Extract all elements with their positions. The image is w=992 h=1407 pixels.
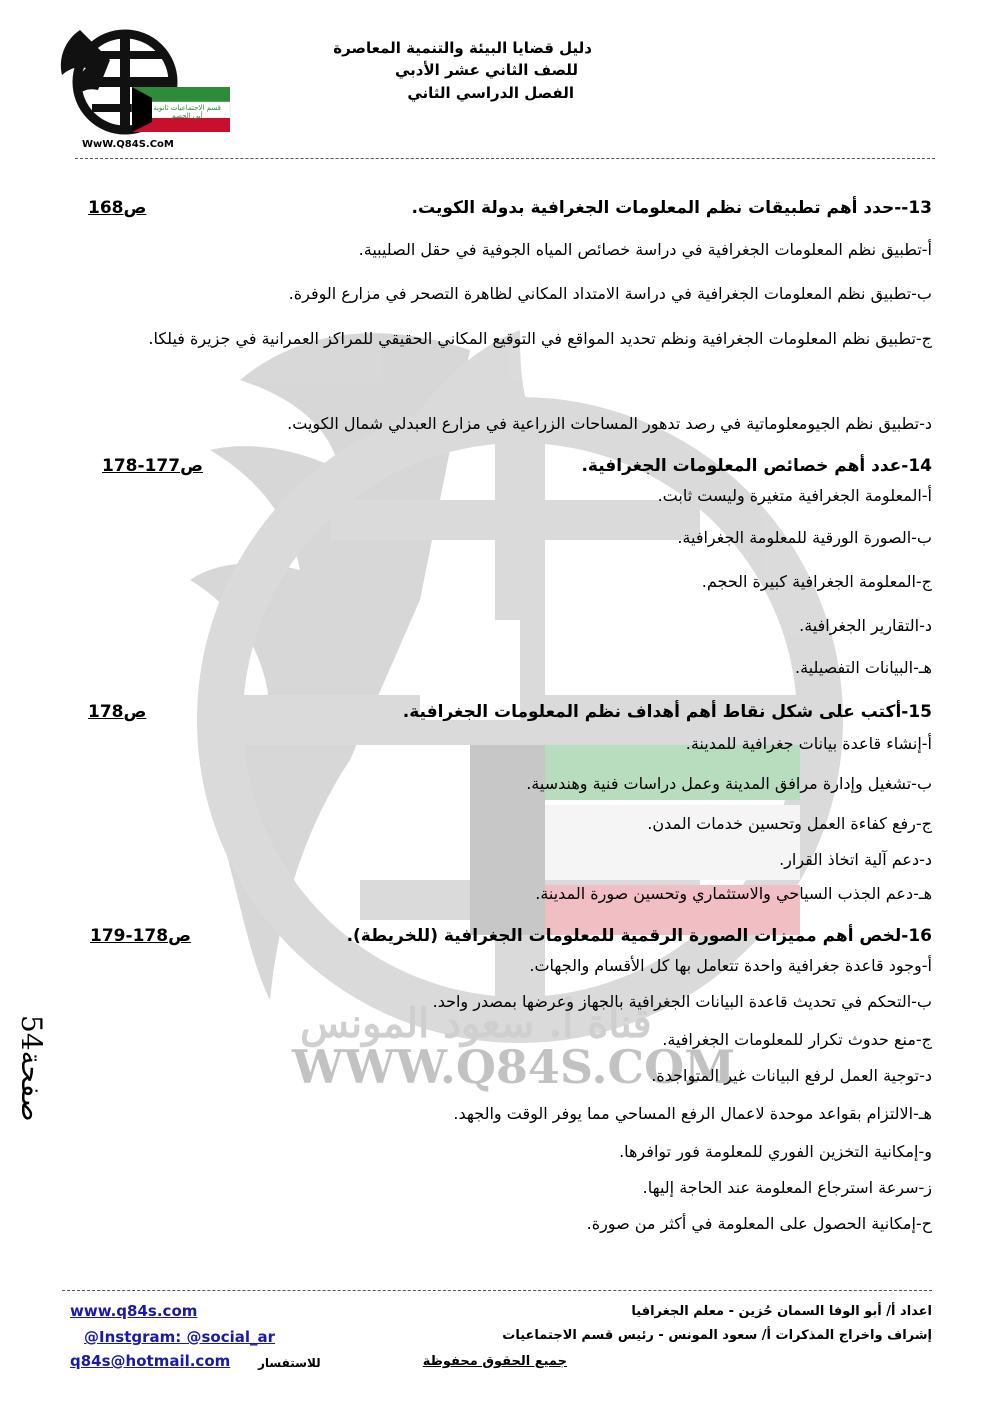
website-link[interactable]: www.q84s.com xyxy=(70,1302,198,1320)
footer-rights: جميع الحقوق محفوظة xyxy=(422,1354,567,1369)
question-16-answer-h: ح-إمكانية الحصول على المعلومة في أكثر من صورة. xyxy=(586,1214,932,1233)
question-15-answer-b: ب-تشغيل وإدارة مرافق المدينة وعمل دراسات فنية وهندسية. xyxy=(526,774,932,793)
header-title-line1: دليل قضايا البيئة والتنمية المعاصرة xyxy=(333,39,592,57)
question-16-title: 16-لخص أهم مميزات الصورة الرقمية للمعلومات الجغرافية (للخريطة). xyxy=(346,926,932,946)
question-13-answer-d: د-تطبيق نظم الجيومعلوماتية في رصد تدهور المساحات الزراعية في مزارع العبدلي شمال الكويت. xyxy=(287,414,932,433)
question-14-answer-a: أ-المعلومة الجغرافية متغيرة وليست ثابت. xyxy=(657,486,932,505)
footer-website-row xyxy=(70,1302,197,1320)
question-16-answer-e: هـ-الالتزام بقواعد موحدة لاعمال الرفع المساحي مما يوفر الوقت والجهد. xyxy=(453,1104,932,1123)
question-13-answer-b: ب-تطبيق نظم المعلومات الجغرافية في دراسة الامتداد المكاني لظاهرة التصحر في مزارع الوفرة. xyxy=(288,284,932,303)
footer-email-row xyxy=(70,1352,230,1370)
logo-badge-text: قسم الاجتماعيات ثانوية أبي الحصم xyxy=(153,104,221,120)
question-14-answer-b: ب-الصورة الورقية للمعلومة الجغرافية. xyxy=(677,528,932,547)
question-16-answer-d: د-توجية العمل لرفع البيانات غير المتواجدة. xyxy=(651,1066,932,1085)
footer-inquiry-label: للاستفسار xyxy=(258,1356,321,1370)
question-15-title: 15-أكتب على شكل نقاط أهم أهداف نظم المعلومات الجغرافية. xyxy=(402,702,932,722)
instagram-link[interactable]: @Instgram: @social_ar xyxy=(84,1328,276,1346)
question-15-answer-e: هـ-دعم الجذب السياحي والاستثماري وتحسين صورة المدينة. xyxy=(535,884,932,903)
question-16-answer-b: ب-التحكم في تحديث قاعدة البيانات الجغرافية بالجهاز وعرضها بمصدر واحد. xyxy=(432,992,932,1011)
question-14-answer-e: هـ-البيانات التفصيلية. xyxy=(795,658,932,677)
question-16-answer-g: ز-سرعة استرجاع المعلومة عند الحاجة إليها. xyxy=(642,1178,932,1197)
question-14-answer-c: ج-المعلومة الجغرافية كبيرة الحجم. xyxy=(701,572,932,591)
logo xyxy=(40,20,240,155)
question-16-page-ref: ص178-179 xyxy=(90,926,191,946)
question-15-page-ref: ص178 xyxy=(88,702,147,722)
question-13-answer-c: ج-تطبيق نظم المعلومات الجغرافية ونظم تحديد المواقع في التوقيع المكاني الحقيقي للمراكز العمرانية في جزيرة فيلكا. xyxy=(148,329,932,348)
question-15-answer-c: ج-رفع كفاءة العمل وتحسين خدمات المدن. xyxy=(647,814,932,833)
watermark-name: قناة أ. سعود المونس xyxy=(300,1000,652,1047)
question-16-answer-a: أ-وجود قاعدة جغرافية واحدة تتعامل بها كل الأقسام والجهات. xyxy=(529,956,932,975)
question-13-answer-a: أ-تطبيق نظم المعلومات الجغرافية في دراسة خصائص المياه الجوفية في حقل الصليبية. xyxy=(358,240,932,259)
page-number-text: صفحة54 xyxy=(15,1015,48,1122)
header-divider xyxy=(75,158,935,159)
footer-instagram-row xyxy=(84,1328,275,1346)
question-14-page-ref: ص177-178 xyxy=(102,456,203,476)
footer-divider xyxy=(62,1290,932,1291)
page-number xyxy=(8,1015,52,1122)
question-13-title: 13--حدد أهم تطبيقات نظم المعلومات الجغرافية بدولة الكويت. xyxy=(411,198,932,218)
question-15-answer-d: د-دعم آلية اتخاذ القرار. xyxy=(779,850,932,869)
logo-caption: WwW.Q84S.CoM xyxy=(82,139,174,150)
footer-prepared-by: اعداد أ/ أبو الوفا السمان حُزين - معلم الجغرافيا xyxy=(631,1304,932,1319)
header-title-line2: للصف الثاني عشر الأدبي xyxy=(394,61,578,79)
header-title-line3: الفصل الدراسي الثاني xyxy=(407,84,574,102)
question-16-answer-c: ج-منع حدوث تكرار للمعلومات الجغرافية. xyxy=(662,1030,932,1049)
question-14-answer-d: د-التقارير الجغرافية. xyxy=(799,616,932,635)
question-15-answer-a: أ-إنشاء قاعدة بيانات جغرافية للمدينة. xyxy=(685,734,932,753)
question-16-answer-f: و-إمكانية التخزين الفوري للمعلومة فور توافرها. xyxy=(619,1142,932,1161)
globe-logo-icon xyxy=(40,20,240,155)
email-link[interactable]: q84s@hotmail.com xyxy=(70,1352,231,1370)
question-13-page-ref: ص168 xyxy=(88,198,147,218)
watermark-site: WWW.Q84S.COM xyxy=(292,1040,736,1094)
footer-supervised-by: إشراف واخراج المذكرات أ/ سعود المونس - رئيس قسم الاجتماعيات xyxy=(502,1328,932,1343)
question-14-title: 14-عدد أهم خصائص المعلومات الجغرافية. xyxy=(581,456,932,476)
